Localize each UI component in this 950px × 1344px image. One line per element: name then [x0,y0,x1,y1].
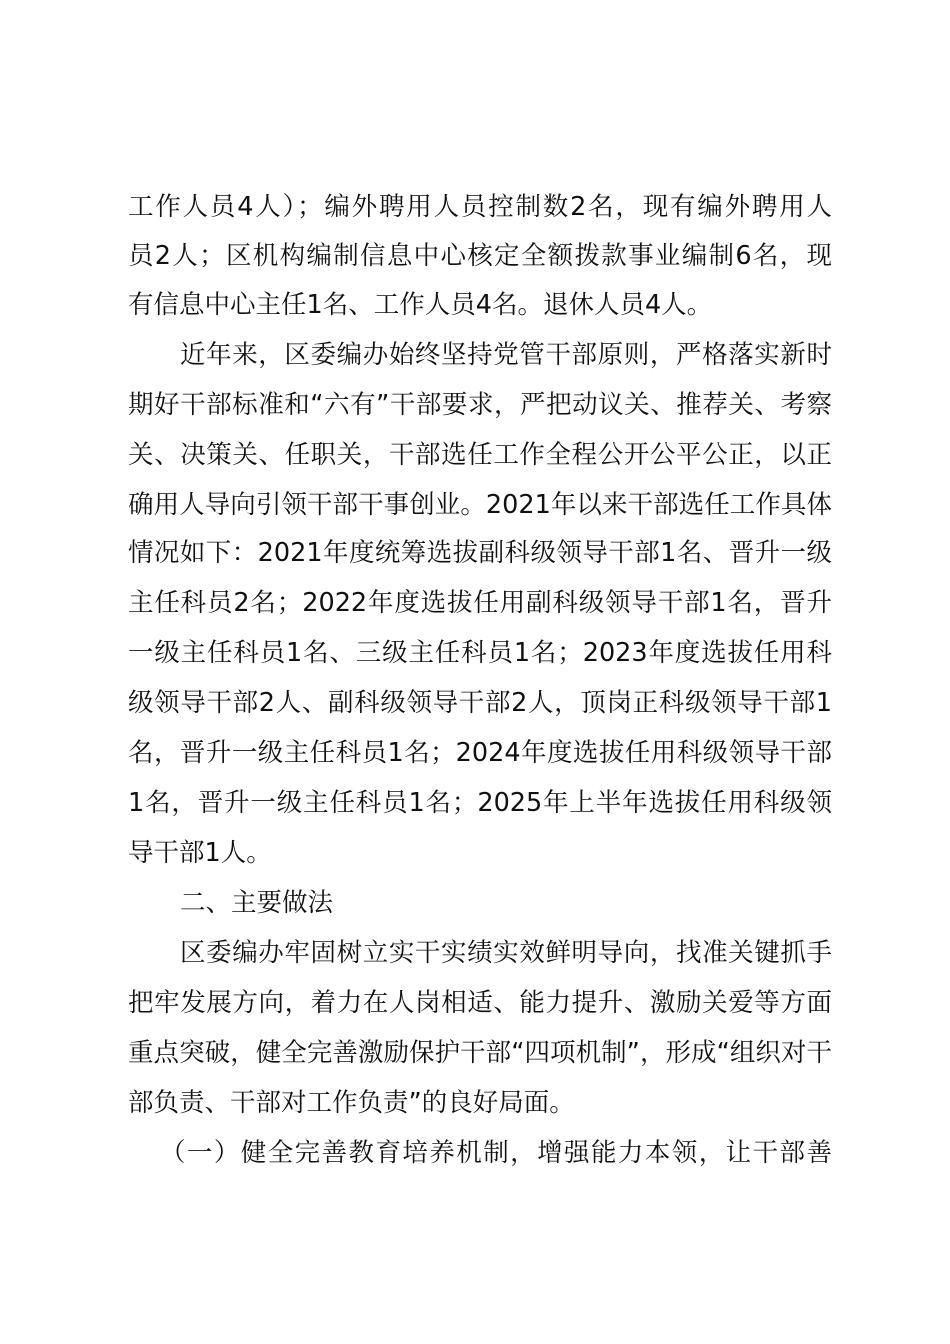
text-line: 近年来，区委编办始终坚持党管干部原则，严格落实新时 [180,340,832,370]
text-line: 情况如下：2021年度统筹选拔副科级领导干部1名、晋升一级 [128,538,832,568]
text-line: 重点突破，健全完善激励保护干部“四项机制”，形成“组织对干 [128,1038,832,1068]
text-line: 级领导干部2人、副科级领导干部2人，顶岗正科级领导干部1 [128,688,832,718]
text-line: 一级主任科员1名、三级主任科员1名；2023年度选拔任用科 [128,638,832,668]
text-line: 导干部1人。 [128,838,272,868]
text-line: 把牢发展方向，着力在人岗相适、能力提升、激励关爱等方面 [128,988,832,1018]
text-line: 主任科员2名；2022年度选拔任用副科级领导干部1名，晋升 [128,588,832,618]
text-line: 区委编办牢固树立实干实绩实效鲜明导向，找准关键抓手 [180,938,832,968]
section-heading: 二、主要做法 [180,888,334,918]
text-line: 名，晋升一级主任科员1名；2024年度选拔任用科级领导干部 [128,738,832,768]
text-line: 员2人；区机构编制信息中心核定全额拨款事业编制6名，现 [128,241,832,271]
text-line: 有信息中心主任1名、工作人员4名。退休人员4人。 [128,290,713,320]
text-line: 工作人员4人）；编外聘用人员控制数2名，现有编外聘用人 [128,192,832,222]
text-line: 期好干部标准和“六有”干部要求，严把动议关、推荐关、考察 [128,390,832,420]
text-line: 关、决策关、任职关，干部选任工作全程公开公平公正，以正 [128,440,832,470]
text-line: 确用人导向引领干部干事创业。2021年以来干部选任工作具体 [128,490,832,520]
text-line: 1名，晋升一级主任科员1名；2025年上半年选拔任用科级领 [128,788,832,818]
text-line: （一）健全完善教育培养机制，增强能力本领，让干部善 [160,1138,832,1168]
text-line: 部负责、干部对工作负责”的良好局面。 [128,1088,575,1118]
